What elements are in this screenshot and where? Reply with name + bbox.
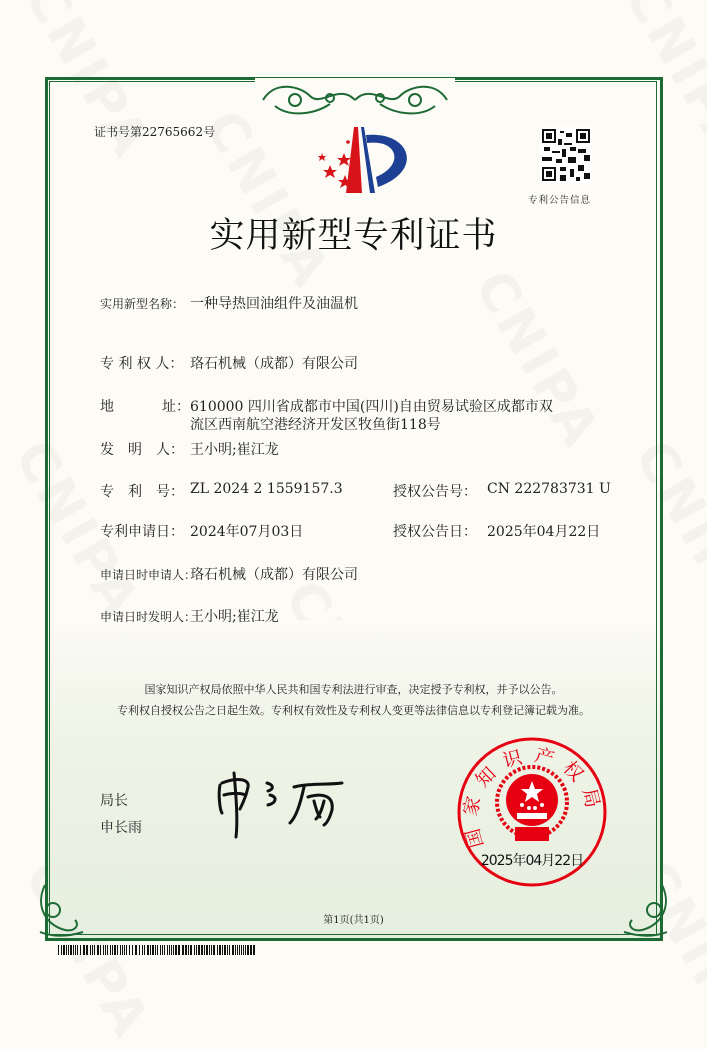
address-value-line1: 610000 四川省成都市中国(四川)自由贸易试验区成都市双 [190,399,553,415]
patent-number-value: ZL 2024 2 1559157.3 [190,481,343,497]
address-value-line2: 流区西南航空港经济开发区牧鱼街118号 [190,417,441,433]
official-seal [455,735,610,890]
notice-line-1: 国家知识产权局依照中华人民共和国专利法进行审查，决定授予专利权，并予以公告。 [144,683,563,696]
page-title: 实用新型专利证书 [209,216,498,256]
patent-number-label: 专 利 号： [100,484,184,500]
application-date-value: 2024年07月03日 [190,524,304,540]
applicant-at-filing-label: 申请日时申请人： [100,568,197,582]
announcement-date-label: 授权公告日： [393,524,477,540]
patentee-value: 珞石机械（成都）有限公司 [190,356,358,372]
address-label: 地 [100,399,114,415]
announcement-date-value: 2025年04月22日 [487,524,601,540]
page-info: 第1页(共1页) [323,915,384,926]
corner-ornament-icon [622,880,672,940]
director-name: 申长雨 [100,820,142,836]
announcement-number-label: 授权公告号： [393,484,477,500]
director-signature [212,765,362,840]
inventor-label: 发 明 人： [100,442,184,458]
inventor-at-filing-label: 申请日时发明人： [100,610,197,624]
barcode [58,945,258,955]
utility-model-name-value: 一种导热回油组件及油温机 [190,296,358,312]
seal-date: 2025年04月22日 [480,853,584,869]
top-ornament-icon [255,78,455,128]
qr-caption: 专利公告信息 [528,195,592,206]
qr-code[interactable] [540,127,592,183]
announcement-number-value: CN 222783731 U [487,481,611,497]
national-emblem-icon [497,767,567,841]
corner-ornament-icon [35,880,85,940]
director-title: 局长 [100,793,128,809]
address-label-suffix: 址： [162,399,190,415]
seal-text: 国家知识产权局 [459,743,606,851]
patentee-label: 专 利 权 人： [100,356,184,372]
qr-code-icon [540,127,592,183]
inventor-at-filing-value: 王小明;崔江龙 [190,609,279,625]
cnipa-logo-icon [300,125,415,207]
applicant-at-filing-value: 珞石机械（成都）有限公司 [190,567,358,583]
inventor-value: 王小明;崔江龙 [190,442,279,458]
application-date-label: 专利申请日： [100,524,184,540]
utility-model-name-label: 实用新型名称： [100,297,185,311]
certificate-number: 证书号第22765662号 [94,125,216,139]
notice-line-2: 专利权自授权公告之日起生效。专利权有效性及专利权人变更等法律信息以专利登记簿记载为准。 [117,704,590,717]
